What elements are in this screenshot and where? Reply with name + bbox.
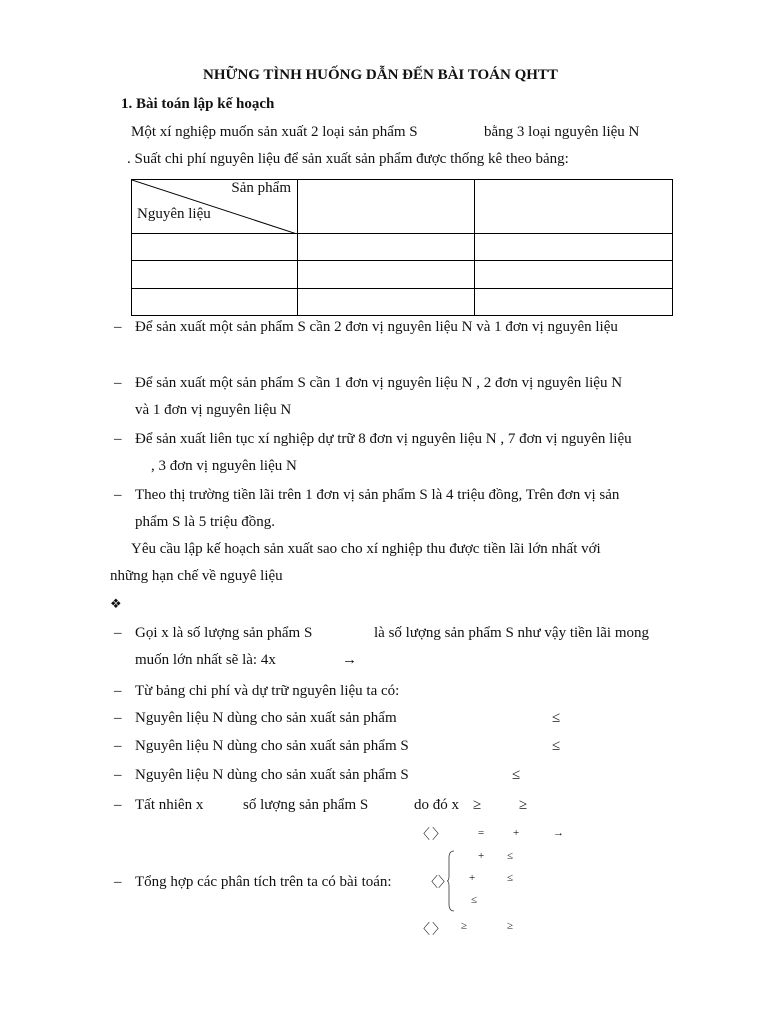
le-symbol: ≤ [552, 710, 561, 726]
table-cell [298, 289, 475, 316]
plus-symbol: + [513, 827, 520, 839]
bullet-text: Gọi x là số lượng sản phẩm S [135, 625, 313, 641]
table-header-diagonal-cell [132, 180, 298, 234]
table-cell [298, 180, 475, 234]
table-cell [475, 234, 673, 261]
bullet-text: Tất nhiên x [135, 797, 204, 813]
bullet-text: là số lượng sản phẩm S như vậy tiền lãi mong [374, 625, 649, 641]
angle-bracket-right: 〉 [432, 828, 446, 843]
table-cell [298, 261, 475, 289]
intro-text-1b: bằng 3 loại nguyên liệu N [484, 124, 640, 140]
cost-table [131, 179, 673, 316]
bullet-text: Nguyên liệu N dùng cho sản xuất sản phẩm [135, 710, 397, 726]
le-symbol: ≤ [512, 767, 521, 783]
table-row [132, 289, 673, 316]
bullet-text: Để sản xuất liên tục xí nghiệp dự trữ 8 đơn vị nguyên liệu N , 7 đơn vị nguyên liệu [135, 431, 632, 447]
bullet-text: Theo thị trường tiền lãi trên 1 đơn vị sản phẩm S là 4 triệu đồng, Trên đơn vị sản [135, 487, 620, 503]
table-row [132, 261, 673, 289]
bullet-text-cont: muốn lớn nhất sẽ là: 4x [135, 652, 276, 668]
angle-bracket-left: 〈 [424, 876, 438, 891]
bullet-text: do đó x [414, 797, 459, 813]
bullet-dash: – [114, 625, 122, 641]
angle-bracket-right: 〉 [438, 876, 452, 891]
bullet-text-cont: và 1 đơn vị nguyên liệu N [135, 402, 292, 418]
header-product: Sản phẩm [231, 180, 291, 196]
request-text-2: những hạn chế về nguyê liệu [110, 568, 283, 584]
bullet-text: Từ bảng chi phí và dự trữ nguyên liệu ta có: [135, 683, 400, 699]
bullet-text: Nguyên liệu N dùng cho sản xuất sản phẩm S [135, 767, 409, 783]
header-material: Nguyên liệu [137, 206, 211, 222]
bullet-dash: – [114, 487, 122, 503]
intro-text-1: Một xí nghiệp muốn sản xuất 2 loại sản phẩm S [131, 124, 418, 140]
angle-bracket-left: 〈 [416, 828, 430, 843]
bullet-dash: – [114, 738, 122, 754]
angle-bracket-left: 〈 [416, 923, 430, 938]
le-symbol: ≤ [552, 738, 561, 754]
bullet-dash: – [114, 375, 122, 391]
arrow-symbol: → [553, 827, 564, 839]
angle-bracket-right: 〉 [432, 923, 446, 938]
request-text-1: Yêu cầu lập kế hoạch sản xuất sao cho xí nghiệp thu được tiền lãi lớn nhất với [131, 541, 601, 557]
table-cell [475, 261, 673, 289]
plus-symbol: + [469, 872, 476, 884]
table-row [132, 234, 673, 261]
bullet-text: Để sản xuất một sản phẩm S cần 1 đơn vị nguyên liệu N , 2 đơn vị nguyên liệu N [135, 375, 623, 391]
bullet-dash: – [114, 319, 122, 335]
section-heading: 1. Bài toán lập kế hoạch [121, 96, 275, 112]
intro-text-2: . Suất chi phí nguyên liệu để sản xuất sản phẩm được thống kê theo bảng: [127, 151, 569, 167]
bullet-dash: – [114, 767, 122, 783]
arrow-symbol: → [342, 652, 357, 668]
ge-symbol: ≥ [507, 920, 514, 932]
ge-symbol: ≥ [473, 797, 482, 813]
le-symbol: ≤ [471, 894, 478, 906]
table-cell [132, 289, 298, 316]
bullet-text: số lượng sản phẩm S [243, 797, 369, 813]
ge-symbol: ≥ [519, 797, 528, 813]
bullet-text-cont: phẩm S là 5 triệu đồng. [135, 514, 275, 530]
table-cell [298, 234, 475, 261]
table-cell [475, 180, 673, 234]
bullet-dash: – [114, 710, 122, 726]
bullet-dash: – [114, 683, 122, 699]
bullet-text: Nguyên liệu N dùng cho sản xuất sản phẩm S [135, 738, 409, 754]
table-cell [132, 261, 298, 289]
bullet-text-cont: , 3 đơn vị nguyên liệu N [151, 458, 297, 474]
table-cell [475, 289, 673, 316]
bullet-dash: – [114, 874, 122, 890]
doc-title: NHỮNG TÌNH HUỐNG DẪN ĐẾN BÀI TOÁN QHTT [203, 67, 558, 83]
le-symbol: ≤ [507, 872, 514, 884]
le-symbol: ≤ [507, 850, 514, 862]
table-cell [132, 234, 298, 261]
ge-symbol: ≥ [461, 920, 468, 932]
bullet-text: Tổng hợp các phân tích trên ta có bài toán: [135, 874, 392, 890]
bullet-text: Để sản xuất một sản phẩm S cần 2 đơn vị nguyên liệu N và 1 đơn vị nguyên liệu [135, 319, 618, 335]
eq-symbol: = [478, 827, 485, 839]
plus-symbol: + [478, 850, 485, 862]
bullet-dash: – [114, 797, 122, 813]
bullet-dash: – [114, 431, 122, 447]
diamond-bullet-icon: ❖ [110, 596, 122, 611]
